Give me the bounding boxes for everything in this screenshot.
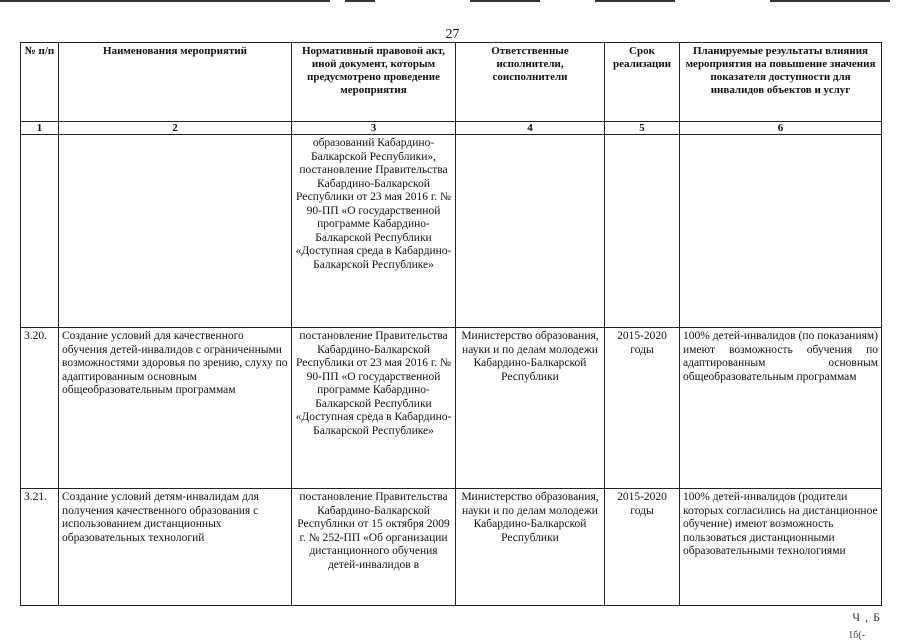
row-legal-act: постановление Правительства Кабардино-Балкарской Республики от 23 мая 2016 г. № 90-ПП «О государственной программе Кабардино-Балкарской Республики «Доступная среда в Кабардино-Балкарской Республике»: [292, 328, 456, 489]
row-legal-act: постановление Правительства Кабардино-Балкарской Республики от 15 октября 2009 г. № 252-ПП «Об организации дистанционного обучения детей-инвалидов в: [292, 489, 456, 606]
measures-table: [20, 42, 882, 606]
table-header-row: [21, 43, 882, 122]
row-number: [21, 135, 59, 328]
column-number: 6: [680, 122, 882, 135]
scan-edge-line: [770, 0, 890, 2]
page-number: 27: [445, 27, 460, 42]
handwritten-mark: 1б(-: [848, 630, 865, 641]
row-result: 100% детей-инвалидов (по показаниям) имеют возможность обучения по адаптированным основным общеобразовательным программам: [680, 328, 882, 489]
row-result: 100% детей-инвалидов (родители которых согласились на дистанционное обучение) имеют возможность пользоваться дистанционными образовательными технологиями: [680, 489, 882, 606]
row-result: [680, 135, 882, 328]
column-number: 3: [292, 122, 456, 135]
header-term: Срок реализации: [605, 43, 680, 122]
row-measure: Создание условий для качественного обучения детей-инвалидов с ограниченными возможностями здоровья по зрению, слуху по адаптированным основным общеобразовательным программам: [59, 328, 292, 489]
header-measures: Наименования мероприятий: [59, 43, 292, 122]
header-number: № п/п: [21, 43, 59, 122]
row-executor: [456, 135, 605, 328]
table-row: [21, 489, 882, 606]
row-term: 2015-2020 годы: [605, 328, 680, 489]
row-number: 3.20.: [21, 328, 59, 489]
handwritten-mark: Ч , Б: [852, 610, 881, 624]
column-number-row: [21, 122, 882, 135]
header-legal-act: Нормативный правовой акт, иной документ, которым предусмотрено проведение мероприятия: [292, 43, 456, 122]
header-executors: Ответственные исполнители, соисполнители: [456, 43, 605, 122]
scan-edge-line: [470, 0, 540, 2]
row-measure: [59, 135, 292, 328]
row-executor: Министерство образования, науки и по делам молодежи Кабардино-Балкарской Республики: [456, 328, 605, 489]
column-number: 4: [456, 122, 605, 135]
row-number: 3.21.: [21, 489, 59, 606]
table-row: [21, 328, 882, 489]
scan-edge-line: [595, 0, 675, 2]
column-number: 5: [605, 122, 680, 135]
header-results: Планируемые результаты влияния мероприятия на повышение значения показателя доступности для инвалидов объектов и услуг: [680, 43, 882, 122]
scan-edge-line: [0, 0, 330, 2]
column-number: 2: [59, 122, 292, 135]
column-number: 1: [21, 122, 59, 135]
row-executor: Министерство образования, науки и по делам молодежи Кабардино-Балкарской Республики: [456, 489, 605, 606]
row-term: [605, 135, 680, 328]
row-legal-act: образований Кабардино-Балкарской Республики», постановление Правительства Кабардино-Балкарской Республики от 23 мая 2016 г. № 90-ПП «О государственной программе Кабардино-Балкарской Республики «Доступная среда в Кабардино-Балкарской Республике»: [292, 135, 456, 328]
table-row: [21, 135, 882, 328]
row-measure: Создание условий детям-инвалидам для получения качественного образования с использованием дистанционных образовательных технологий: [59, 489, 292, 606]
row-term: 2015-2020 годы: [605, 489, 680, 606]
scan-edge-line: [345, 0, 375, 2]
